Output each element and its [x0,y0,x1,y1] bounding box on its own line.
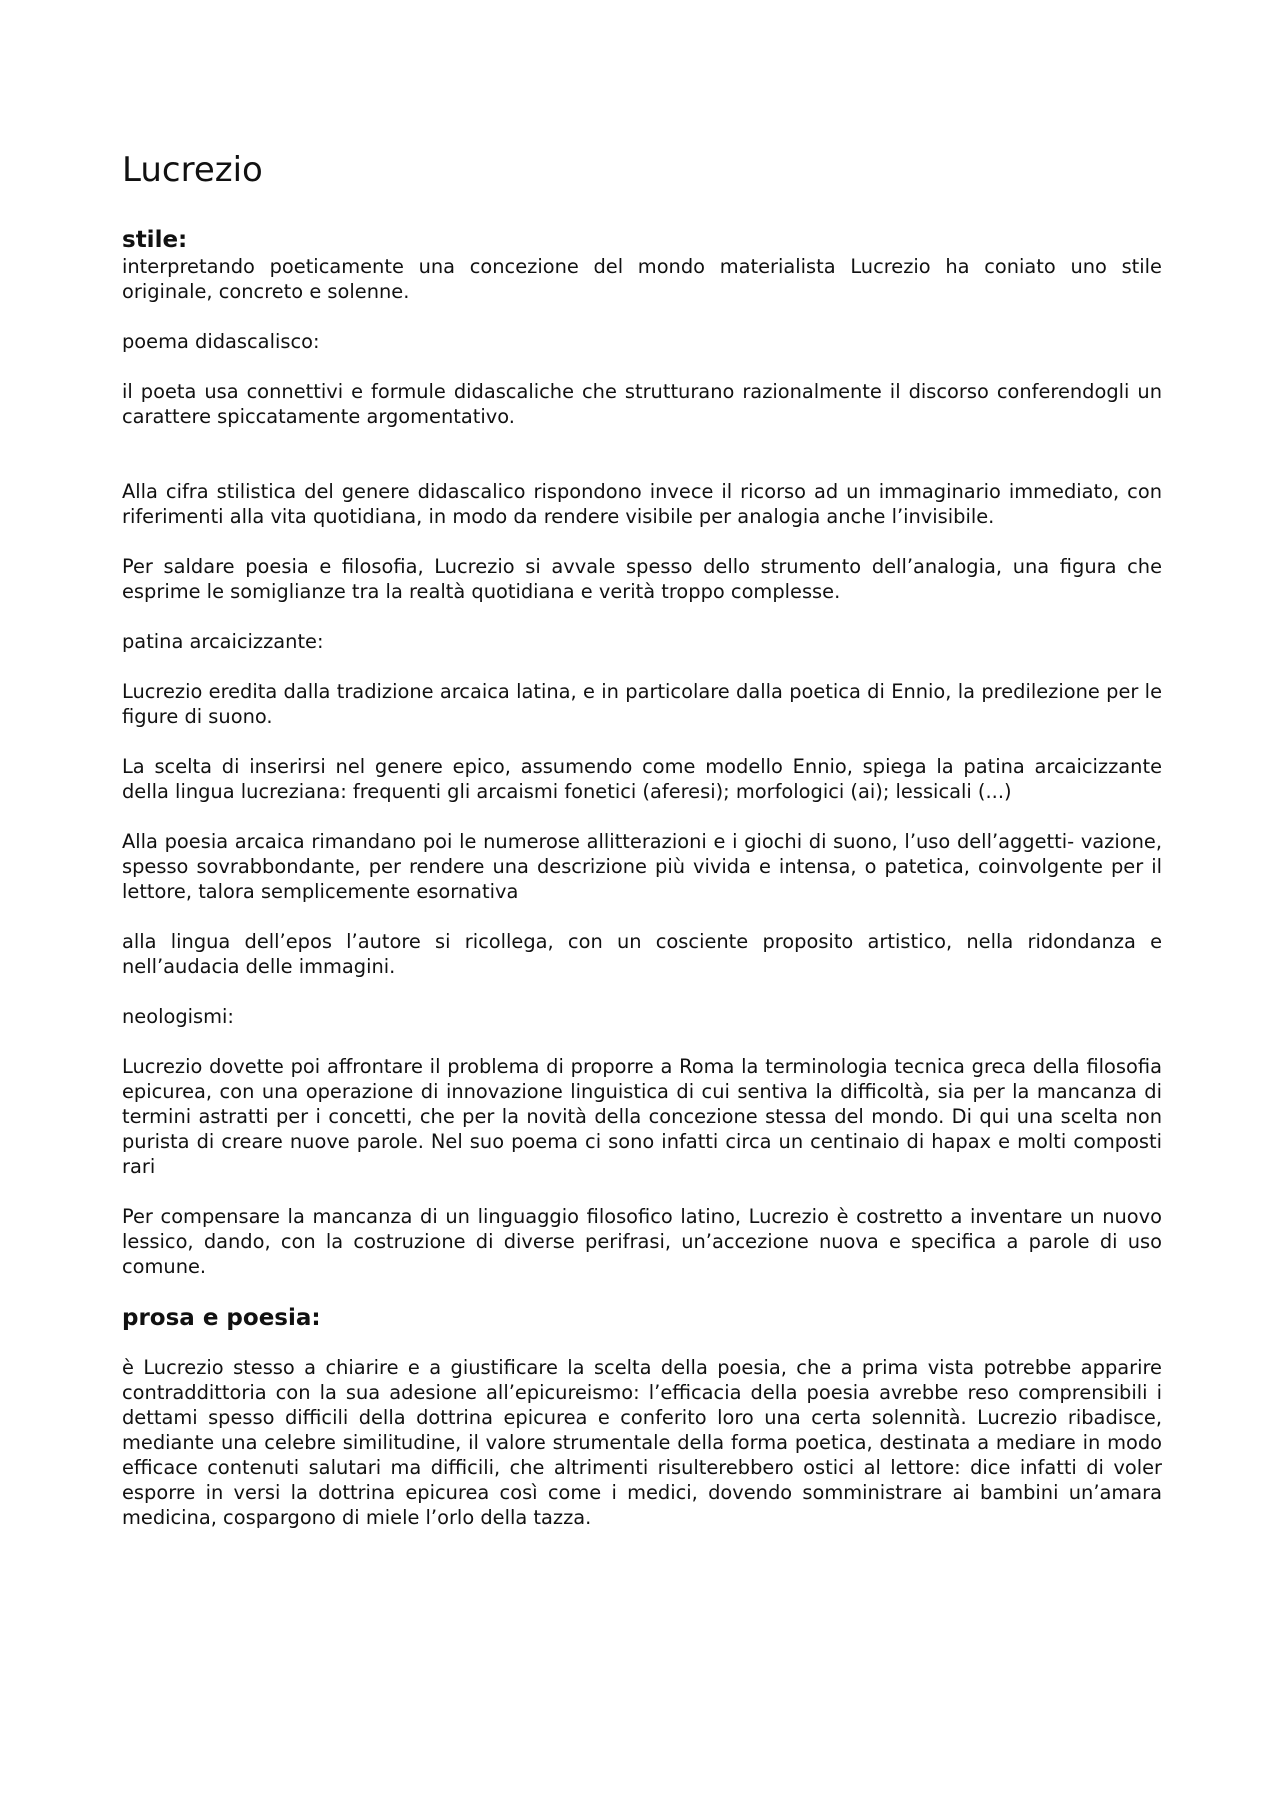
paragraph-poema-3: Per saldare poesia e filosofia, Lucrezio si avvale spesso dello strumento dell’analogia, una figura che esprime le somiglianze tra la realtà quotidiana e verità troppo complesse. [122,555,1162,604]
paragraph-patina-4: alla lingua dell’epos l’autore si ricollega, con un cosciente proposito artistico, nella ridondanza e nell’audacia delle immagini. [122,930,1162,979]
subheading-patina-arcaicizzante: patina arcaicizzante: [122,630,324,654]
section-heading-prosa-e-poesia: prosa e poesia: [122,1305,321,1332]
paragraph-neologismi-2: Per compensare la mancanza di un linguaggio filosofico latino, Lucrezio è costretto a inventare un nuovo lessico, dando, con la costruzione di diverse perifrasi, un’accezione nuova e specifica a parole di uso comune. [122,1205,1162,1279]
paragraph-patina-2: La scelta di inserirsi nel genere epico, assumendo come modello Ennio, spiega la patina arcaicizzante della lingua lucreziana: frequenti gli arcaismi fonetici (aferesi); morfologici (ai); lessicali (...) [122,755,1162,804]
document-page [122,150,1162,1555]
paragraph-poema-1: il poeta usa connettivi e formule didascaliche che strutturano razionalmente il discorso conferendogli un carattere spiccatamente argomentativo. [122,380,1162,429]
document-title: Lucrezio [122,150,263,190]
subheading-neologismi: neologismi: [122,1005,234,1029]
paragraph-poema-2: Alla cifra stilistica del genere didascalico rispondono invece il ricorso ad un immaginario immediato, con riferimenti alla vita quotidiana, in modo da rendere visibile per analogia anche l’invisibile. [122,480,1162,529]
subheading-poema-didascalico: poema didascalisco: [122,330,320,354]
paragraph-patina-3: Alla poesia arcaica rimandano poi le numerose allitterazioni e i giochi di suono, l’uso dell’aggetti- vazione, spesso sovrabbondante, per rendere una descrizione più vivida e intensa, o patetica, coinvolgente per il lettore, talora semplicemente esornativa [122,830,1162,904]
paragraph-stile-intro: interpretando poeticamente una concezione del mondo materialista Lucrezio ha coniato uno stile originale, concreto e solenne. [122,255,1162,304]
paragraph-prosa-1: è Lucrezio stesso a chiarire e a giustificare la scelta della poesia, che a prima vista potrebbe apparire contraddittoria con la sua adesione all’epicureismo: l’efficacia della poesia avrebbe reso comprensibili i dettami spesso difficili della dottrina epicurea e conferito loro una certa solennità. Lucrezio ribadisce, mediante una celebre similitudine, il valore strumentale della forma poetica, destinata a mediare in modo efficace contenuti salutari ma difficili, che altrimenti risulterebbero ostici al lettore: dice infatti di voler esporre in versi la dottrina epicurea così come i medici, dovendo somministrare ai bambini un’amara medicina, cospargono di miele l’orlo della tazza. [122,1355,1162,1529]
section-heading-stile: stile: [122,226,188,253]
paragraph-neologismi-1: Lucrezio dovette poi affrontare il problema di proporre a Roma la terminologia tecnica greca della filosofia epicurea, con una operazione di innovazione linguistica di cui sentiva la difficoltà, sia per la mancanza di termini astratti per i concetti, che per la novità della concezione stessa del mondo. Di qui una scelta non purista di creare nuove parole. Nel suo poema ci sono infatti circa un centinaio di hapax e molti composti rari [122,1055,1162,1179]
paragraph-patina-1: Lucrezio eredita dalla tradizione arcaica latina, e in particolare dalla poetica di Ennio, la predilezione per le figure di suono. [122,680,1162,729]
